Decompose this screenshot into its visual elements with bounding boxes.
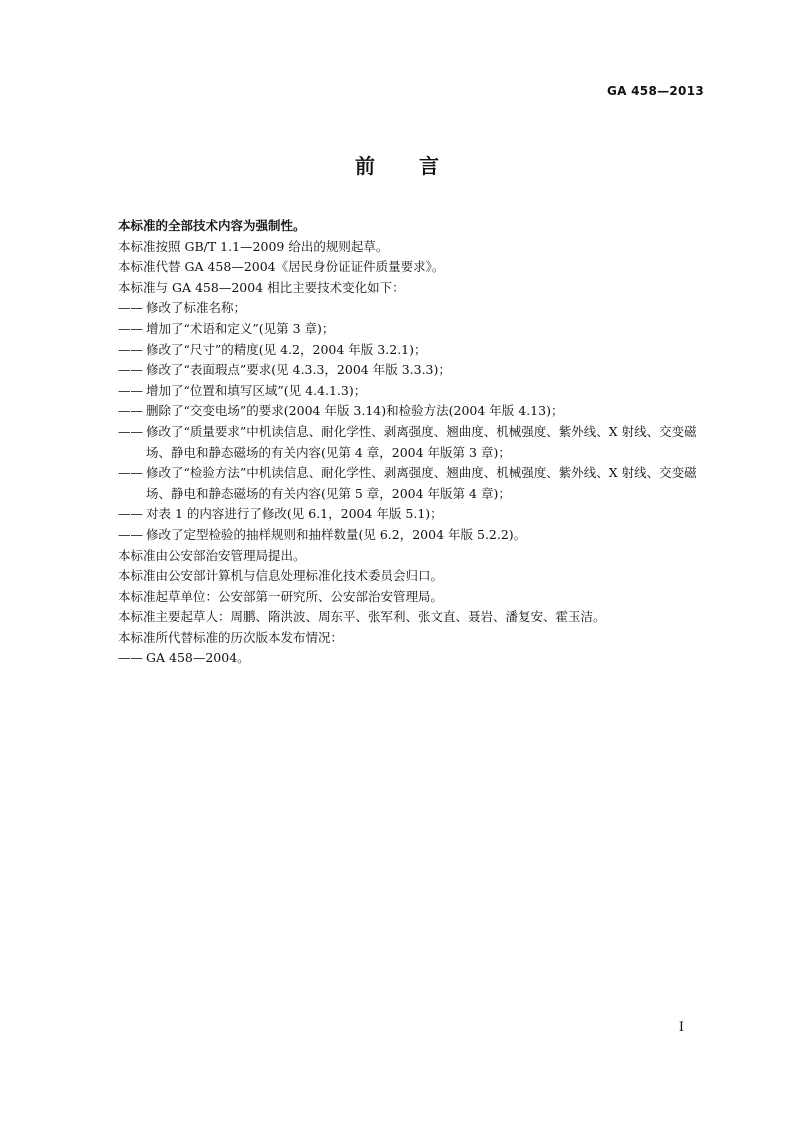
list-item-text: 修改了定型检验的抽样规则和抽样数量(见 6.2，2004 年版 5.2.2)。 [146, 526, 527, 542]
list-item-text: 修改了“尺寸”的精度(见 4.2，2004 年版 3.2.1)； [146, 341, 427, 357]
list-dash: —— [118, 465, 143, 481]
list-dash: —— [118, 650, 143, 666]
list-dash: —— [118, 320, 143, 336]
list-dash: —— [118, 362, 143, 378]
list-item-text: 对表 1 的内容进行了修改(见 6.1，2004 年版 5.1)； [146, 506, 443, 522]
list-item [118, 401, 708, 422]
list-item-text: 修改了“检验方法”中机读信息、耐化学性、剥离强度、翘曲度、机械强度、紫外线、X 射线、交变磁场、静电和静态磁场的有关内容(见第 5 章，2004 年版第 4 章)； [146, 465, 697, 501]
list-item-text: 修改了标准名称； [146, 300, 247, 316]
list-dash: —— [118, 382, 143, 398]
list-item [118, 360, 708, 381]
mandatory-statement: 本标准的全部技术内容为强制性。 [118, 218, 306, 233]
standard-code: GA 458—2013 [606, 84, 704, 98]
page-number: I [678, 1020, 684, 1035]
list-item [118, 525, 708, 546]
page-title: 前言 [355, 154, 483, 178]
list-item [118, 319, 708, 340]
list-dash: —— [118, 403, 143, 419]
history-item-text: GA 458—2004。 [146, 650, 250, 666]
list-item-text: 增加了“位置和填写区域”(见 4.4.1.3)； [146, 382, 367, 398]
list-item [118, 298, 708, 319]
list-item-text: 增加了“术语和定义”(见第 3 章)； [146, 320, 335, 336]
list-dash: —— [118, 341, 143, 357]
foreword-body [118, 216, 708, 669]
list-dash: —— [118, 506, 143, 522]
list-item [118, 648, 708, 669]
list-item-text: 删除了“交变电场”的要求(2004 年版 3.14)和检验方法(2004 年版 4.13)； [146, 403, 564, 419]
replacement-paragraph: 本标准代替 GA 458—2004《居民身份证证件质量要求》。 [118, 259, 445, 275]
list-dash: —— [118, 526, 143, 542]
changes-intro-paragraph: 本标准与 GA 458—2004 相比主要技术变化如下： [118, 279, 405, 295]
list-item [118, 422, 708, 463]
list-item [118, 504, 708, 525]
managed-by-paragraph: 本标准由公安部计算机与信息处理标准化技术委员会归口。 [118, 568, 444, 584]
history-intro-paragraph: 本标准所代替标准的历次版本发布情况： [118, 629, 344, 645]
list-item [118, 381, 708, 402]
list-dash: —— [118, 300, 143, 316]
list-item-text: 修改了“质量要求”中机读信息、耐化学性、剥离强度、翘曲度、机械强度、紫外线、X 射线、交变磁场、静电和静态磁场的有关内容(见第 4 章，2004 年版第 3 章)； [146, 423, 697, 460]
list-item [118, 463, 708, 504]
list-item-text: 修改了“表面瑕点”要求(见 4.3.3，2004 年版 3.3.3)； [146, 362, 451, 378]
drafting-units-paragraph: 本标准起草单位：公安部第一研究所、公安部治安管理局。 [118, 588, 444, 604]
proposed-by-paragraph: 本标准由公安部治安管理局提出。 [118, 547, 306, 563]
drafting-rules-paragraph: 本标准按照 GB/T 1.1—2009 给出的规则起草。 [118, 238, 389, 254]
drafters-paragraph: 本标准主要起草人：周鹏、隋洪波、周东平、张军利、张文直、聂岩、潘复安、霍玉洁。 [118, 609, 606, 625]
changes-list [118, 298, 708, 545]
list-item [118, 340, 708, 361]
list-dash: —— [118, 423, 143, 439]
